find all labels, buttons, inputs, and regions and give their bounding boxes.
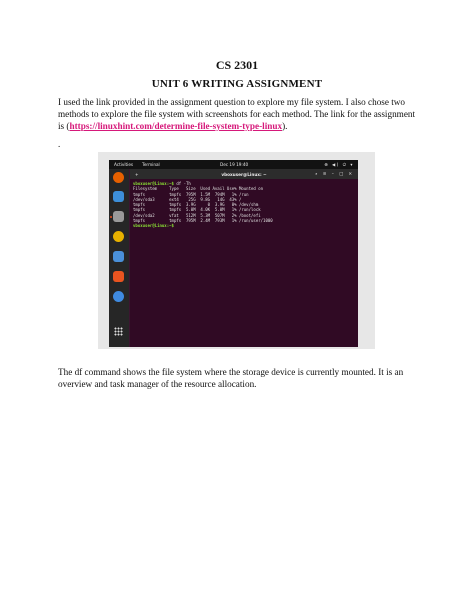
closing-paragraph: The df command shows the file system where the storage device is currently mounted. It is an overview and task manager of the resource allocation. [58, 367, 404, 389]
terminal-command: df -Th [173, 181, 191, 186]
help-icon [113, 291, 124, 302]
terminal-output [133, 181, 355, 229]
df-output: Filesystem Type Size Used Avail Use% Mounted on tmpfs tmpfs 795M 1.5M 794M 1% /run /dev/sda3 ext4 25G 9.8G 14G 43% / tmpfs tmpfs 3.9G 0 3.9G 0% /dev/shm tmpfs tmpfs 5.0M 4.0K 5.0M 1% /run/lock /dev/sda2 vfat 512M 5.3M 507M 2% /boot/efi tmpfs tmpfs 795M 2.4M 793M 1% /run/user/1000 [133, 186, 273, 224]
course-code: CS 2301 [215, 58, 259, 72]
clock: Dec 19 19:40 [220, 162, 249, 167]
desktop-topbar [109, 160, 358, 169]
system-tray-icons: ⊕ ◀) ⏻ ▾ [324, 161, 354, 167]
firefox-icon [113, 172, 124, 183]
terminal-window [130, 169, 358, 347]
dock [109, 169, 129, 347]
app-grid-icon [114, 327, 123, 336]
intro-text: I used the link provided in the assignment question to explore my file system. I also chose two methods to explore the file system with screenshots for each method. The link for the assignment is ( [58, 97, 416, 131]
terminal-app-label: Terminal [142, 162, 160, 167]
assignment-title: UNIT 6 WRITING ASSIGNMENT [151, 78, 323, 90]
terminal-prompt-2: vboxuser@Linux:~$ [133, 223, 174, 229]
writer-icon [113, 251, 124, 262]
active-indicator-dot [110, 216, 112, 218]
rhythmbox-icon [113, 231, 124, 242]
thunderbird-icon [113, 191, 124, 202]
assignment-link[interactable]: https://linuxhint.com/determine-file-system-type-linux [69, 121, 283, 131]
intro-close: ). [282, 121, 288, 131]
terminal-headerbar [130, 169, 358, 179]
terminal-screenshot [109, 160, 358, 347]
files-icon [113, 211, 124, 222]
new-tab-icon: + [135, 171, 139, 177]
terminal-title: vboxuser@Linux: ~ [221, 171, 267, 177]
window-controls: ⌕ ≡ – □ ✕ [315, 171, 354, 176]
activities-label: Activities [114, 162, 134, 167]
software-store-icon [113, 271, 124, 282]
stray-mark: . [58, 139, 61, 149]
intro-paragraph [58, 96, 420, 132]
terminal-prompt: vboxuser@Linux:~$ [133, 181, 174, 186]
